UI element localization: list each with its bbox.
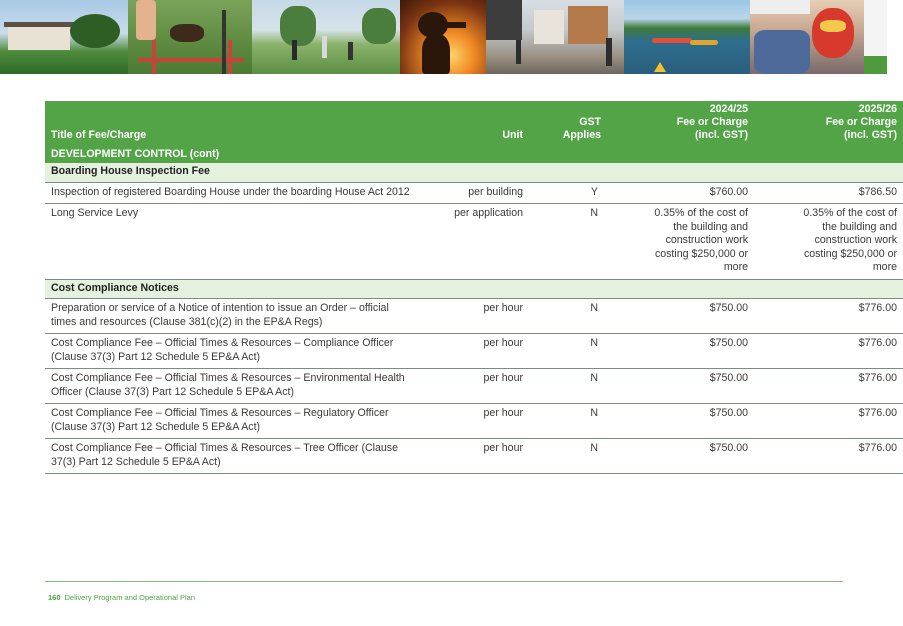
fee-2024-25: $760.00 [607, 182, 754, 204]
table-row [45, 369, 903, 404]
fee-title: Cost Compliance Fee – Official Times & Resources – Tree Officer (Clause 37(3) Part 12 Schedule 5 EP&A Act) [45, 439, 419, 474]
outdoor-yoga-photo [252, 0, 400, 74]
fee-title: Preparation or service of a Notice of intention to issue an Order – official times and resources (Clause 381(c)(2) in the EP&A Regs) [45, 299, 419, 334]
table-header-row [45, 101, 903, 146]
table-row [45, 299, 903, 334]
header-title-of-fee: Title of Fee/Charge [45, 101, 419, 146]
header-unit: Unit [419, 101, 529, 146]
fee-title: Inspection of registered Boarding House under the boarding House Act 2012 [45, 182, 419, 204]
fee-2025-26: $776.00 [754, 334, 903, 369]
subsection-heading-boarding-house: Boarding House Inspection Fee [45, 163, 903, 182]
subsection-row [45, 279, 903, 299]
fee-2025-26 [754, 204, 903, 280]
kayaking-river-photo [624, 0, 750, 74]
fee-2024-25: $750.00 [607, 404, 754, 439]
levy-text-2024: 0.35% of the cost of the building and construction work costing $250,000 or more [654, 207, 748, 273]
dog-agility-photo [128, 0, 252, 74]
page-number: 160 [48, 593, 61, 602]
fee-2024-25 [607, 204, 754, 280]
section-heading-row [45, 146, 903, 163]
fee-unit: per hour [419, 334, 529, 369]
fee-gst: N [529, 204, 607, 280]
header-fee-2025-26: 2025/26 Fee or Charge (incl. GST) [754, 101, 903, 146]
festival-lion-dance-photo [750, 0, 864, 74]
header-fee-2024-25: 2024/25 Fee or Charge (incl. GST) [607, 101, 754, 146]
subsection-row [45, 163, 903, 182]
fee-title: Cost Compliance Fee – Official Times & Resources – Regulatory Officer (Clause 37(3) Part 12 Schedule 5 EP&A Act) [45, 404, 419, 439]
table-row [45, 204, 903, 280]
fee-2025-26: $776.00 [754, 439, 903, 474]
section-heading: DEVELOPMENT CONTROL (cont) [45, 146, 903, 163]
fee-title: Cost Compliance Fee – Official Times & Resources – Compliance Officer (Clause 37(3) Part 12 Schedule 5 EP&A Act) [45, 334, 419, 369]
header-gst-applies: GST Applies [529, 101, 607, 146]
fee-2025-26: $776.00 [754, 404, 903, 439]
fee-unit: per application [419, 204, 529, 280]
fee-gst: Y [529, 182, 607, 204]
subsection-heading-cost-compliance: Cost Compliance Notices [45, 279, 903, 299]
table-row [45, 439, 903, 474]
green-edge-photo [864, 0, 887, 74]
fee-gst: N [529, 404, 607, 439]
table-row [45, 334, 903, 369]
fees-table [45, 101, 903, 474]
kookaburra-sunset-photo [400, 0, 486, 74]
fee-2025-26: $776.00 [754, 299, 903, 334]
fee-unit: per hour [419, 299, 529, 334]
fee-gst: N [529, 439, 607, 474]
fee-gst: N [529, 334, 607, 369]
fee-gst: N [529, 369, 607, 404]
fee-gst: N [529, 299, 607, 334]
table-row [45, 404, 903, 439]
fee-2024-25: $750.00 [607, 299, 754, 334]
pavilion-photo [0, 0, 128, 74]
fee-2025-26: $786.50 [754, 182, 903, 204]
fee-2024-25: $750.00 [607, 334, 754, 369]
fee-unit: per building [419, 182, 529, 204]
fee-unit: per hour [419, 369, 529, 404]
fee-2024-25: $750.00 [607, 439, 754, 474]
fee-unit: per hour [419, 439, 529, 474]
street-shopping-photo [486, 0, 624, 74]
photo-banner [0, 0, 887, 74]
fee-2025-26: $776.00 [754, 369, 903, 404]
fee-unit: per hour [419, 404, 529, 439]
document-title: Delivery Program and Operational Plan [64, 593, 195, 602]
fee-title: Long Service Levy [45, 204, 419, 280]
fee-title: Cost Compliance Fee – Official Times & Resources – Environmental Health Officer (Clause 37(3) Part 12 Schedule 5 EP&A Act) [45, 369, 419, 404]
fee-2024-25: $750.00 [607, 369, 754, 404]
table-row [45, 182, 903, 204]
footer-divider [45, 581, 843, 582]
page-footer [48, 593, 195, 602]
levy-text-2025: 0.35% of the cost of the building and construction work costing $250,000 or more [803, 207, 897, 273]
